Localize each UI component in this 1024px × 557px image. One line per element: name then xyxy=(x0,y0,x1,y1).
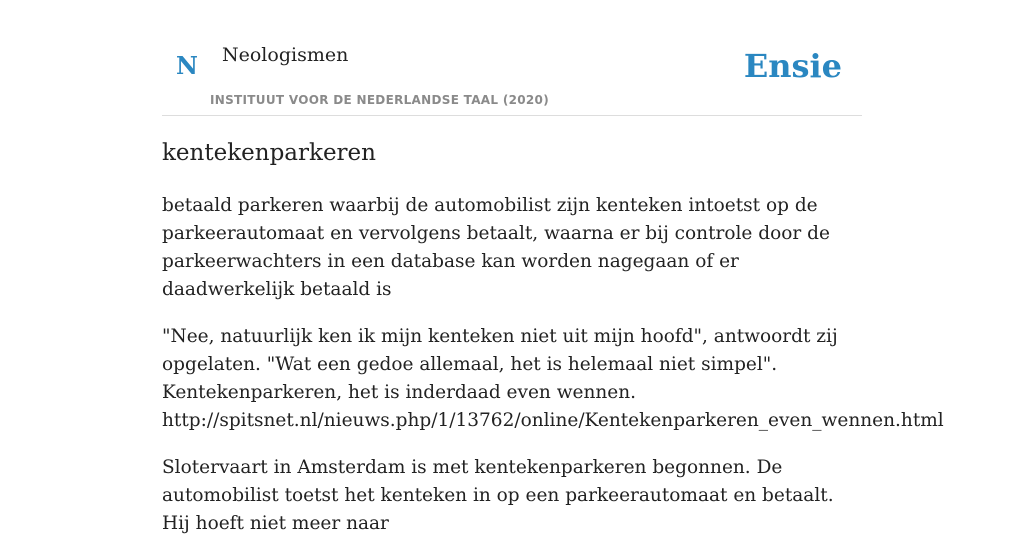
source-header xyxy=(162,30,862,116)
source-letter-badge: N xyxy=(176,51,198,80)
source-institute: INSTITUUT VOOR DE NEDERLANDSE TAAL (2020) xyxy=(210,93,549,107)
entry-example-quote: "Nee, natuurlijk ken ik mijn kenteken niet uit mijn hoofd", antwoordt zij opgelaten. "Wat een gedoe allemaal, het is helemaal niet simpel". Kentekenparkeren, het is inderdaad even wennen. http://spitsnet.nl/nieuws.php/1/13762/online/Kentekenparkeren_even_wennen.html xyxy=(162,326,944,431)
entry-example-quote-2: Slotervaart in Amsterdam is met kentekenparkeren begonnen. De automobilist toetst het kenteken in op een parkeerautomaat en betaalt. Hij hoeft niet meer naar xyxy=(162,457,834,534)
source-title-link[interactable]: Neologismen xyxy=(222,44,349,66)
ensie-logo[interactable]: Ensie xyxy=(743,47,842,85)
entry-headword: kentekenparkeren xyxy=(162,140,376,166)
entry-definition: betaald parkeren waarbij de automobilist zijn kenteken intoetst op de parkeerautomaat en vervolgens betaalt, waarna er bij controle door de parkeerwachters in een database kan worden nagegaan of er daadwerkelijk betaald is xyxy=(162,195,830,300)
entry-body xyxy=(162,192,944,557)
